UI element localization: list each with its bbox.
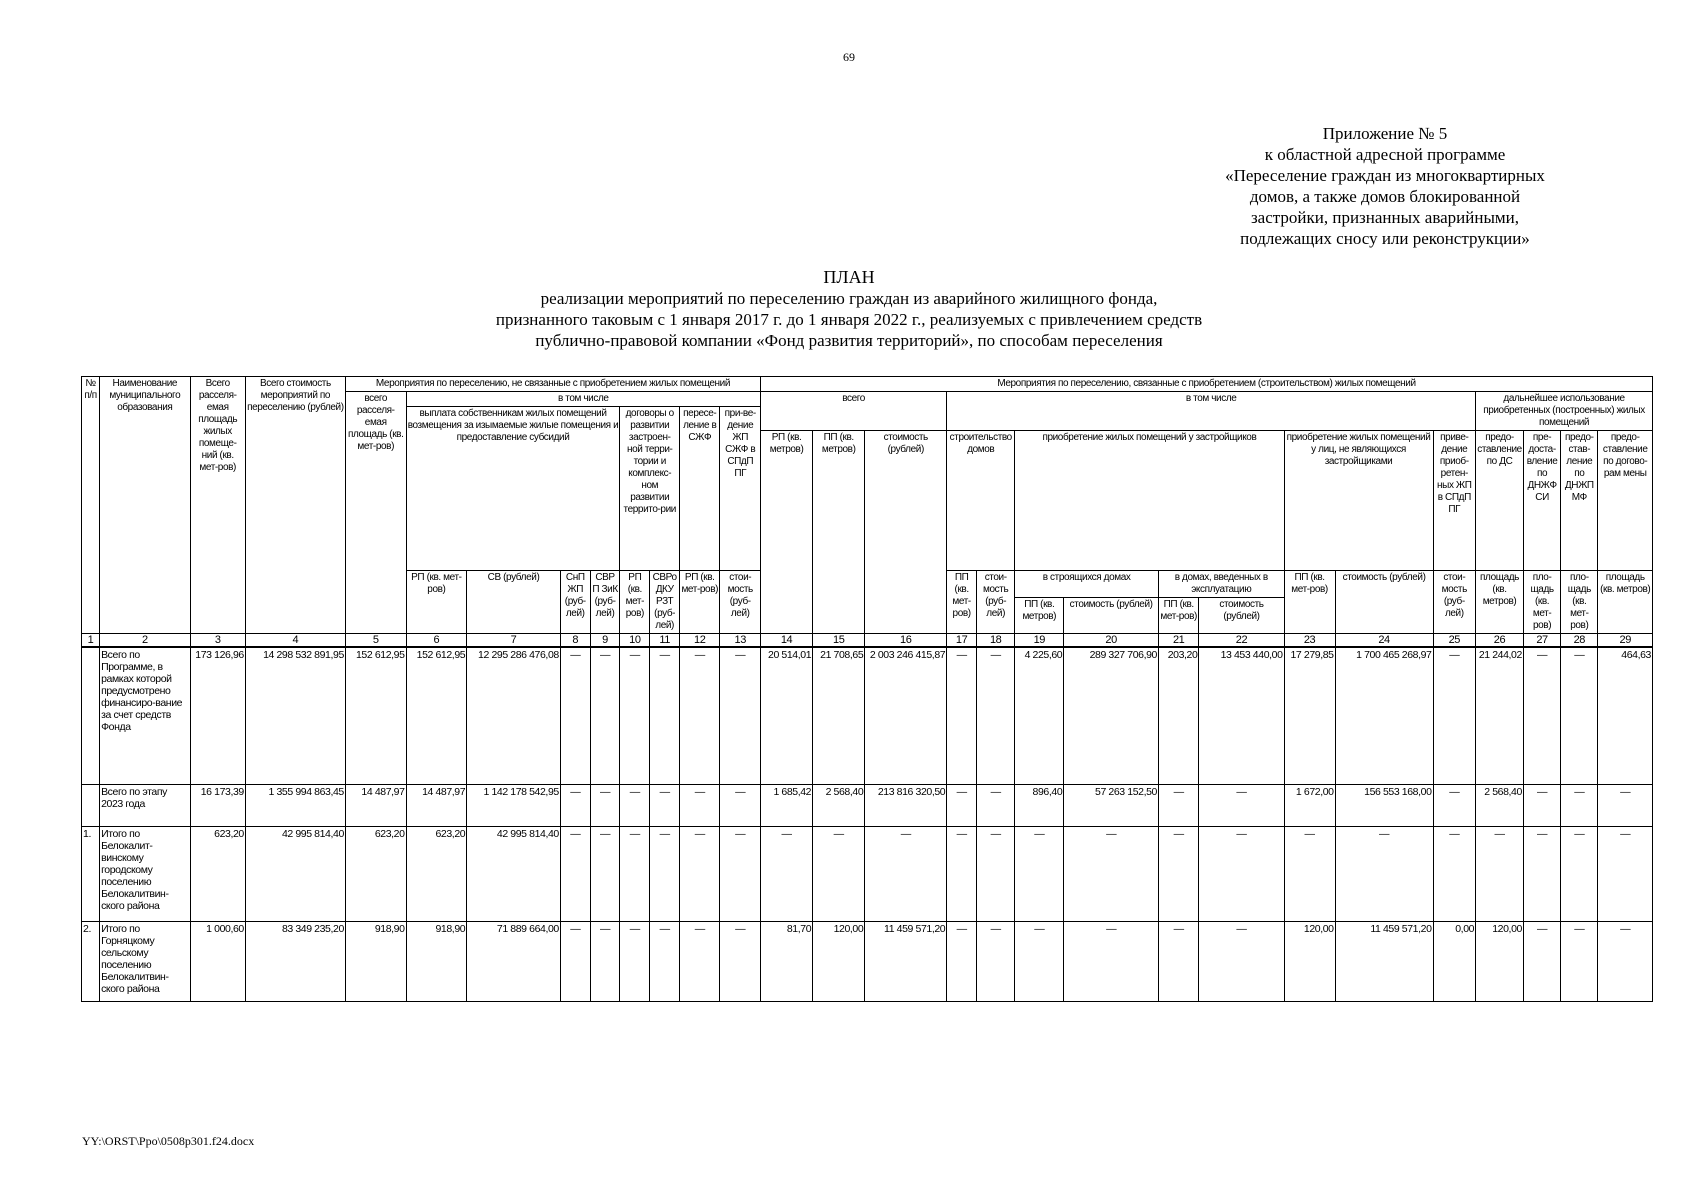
appendix-line: подлежащих сносу или реконструкции» [1240,229,1530,248]
header-resettle-szhf: пересе-ление в СЖФ [680,407,720,571]
table-cell: 289 327 706,90 [1064,647,1159,784]
header-group-not-acquisition: Мероприятия по переселению, не связанные с приобретением жилых помещений [345,377,760,392]
header-rp2: РП (кв. мет-ров) [620,571,650,634]
table-cell: 83 349 235,20 [245,921,345,1001]
header-area-si: пло-щадь (кв. мет-ров) [1523,571,1560,634]
header-pp-metres: ПП (кв. метров) [813,431,865,634]
table-cell: — [590,784,620,826]
table-cell: — [947,647,977,784]
row-number: 2. [82,921,100,1001]
table-cell: — [720,826,761,921]
table-cell: — [680,647,720,784]
header-g2-including: в том числе [947,392,1476,431]
table-cell: 896,40 [1015,784,1064,826]
table-cell: — [590,921,620,1001]
table-cell: 4 225,60 [1015,647,1064,784]
table-cell: — [1158,784,1198,826]
appendix-line: домов, а также домов блокированной [1249,187,1521,206]
table-cell: — [680,784,720,826]
table-cell: 120,00 [1476,921,1524,1001]
table-cell: — [1523,784,1560,826]
table-row [82,647,1653,784]
header-acquire-non-developers: приобретение жилых помещений у лиц, не являющихся застройщиками [1284,431,1433,571]
appendix-line: застройки, признанных аварийными, [1250,208,1520,227]
file-path-footer: YY:\ORST\Ppo\0508p301.f24.docx [82,1134,255,1148]
table-cell: 213 816 320,50 [865,784,947,826]
header-area-ds: площадь (кв. метров) [1476,571,1524,634]
column-number: 2 [100,634,190,648]
table-cell: 2 568,40 [813,784,865,826]
resettlement-plan-table [81,376,1653,1002]
column-number: 18 [977,634,1015,648]
header-contracts: договоры о развитии застроен-ной терри-тории и комплекс-ном развитии террито-рии [620,407,680,571]
table-cell: — [977,921,1015,1001]
table-cell: — [1523,921,1560,1001]
plan-subtitle-line: публично-правовой компании «Фонд развития территорий», по способам переселения [535,331,1163,350]
column-number: 27 [1523,634,1560,648]
table-cell: 2 568,40 [1476,784,1524,826]
table-cell: — [761,826,813,921]
table-cell: — [1523,826,1560,921]
table-cell: — [680,826,720,921]
table-cell: 1 355 994 863,45 [245,784,345,826]
table-cell: — [813,826,865,921]
table-row [82,784,1653,826]
table-cell: — [560,647,590,784]
header-g1-total: всего расселя-емая площадь (кв. мет-ров) [345,392,406,634]
table-cell: — [947,826,977,921]
header-cost-operation: стоимость (рублей) [1199,598,1284,634]
header-further-use: дальнейшее использование приобретенных (построенных) жилых помещений [1476,392,1653,431]
table-cell: 0,00 [1433,921,1476,1001]
table-cell: — [947,921,977,1001]
table-cell: 21 708,65 [813,647,865,784]
table-cell: — [620,784,650,826]
table-cell: — [1199,921,1284,1001]
column-number: 7 [467,634,561,648]
header-build-houses: строительство домов [947,431,1015,571]
table-cell: 203,20 [1158,647,1198,784]
table-cell: — [977,784,1015,826]
column-number: 19 [1015,634,1064,648]
table-cell: — [1284,826,1335,921]
appendix-line: «Переселение граждан из многоквартирных [1225,166,1545,185]
table-cell: — [1199,784,1284,826]
page-number: 69 [843,50,855,64]
table-cell: — [977,826,1015,921]
table-cell: 1 672,00 [1284,784,1335,826]
header-bring-acquired: приве-дение приоб-ретен-ных ЖП в СПдП ПГ [1433,431,1476,571]
plan-title: ПЛАН [823,267,875,287]
plan-subtitle-line: реализации мероприятий по переселению граждан из аварийного жилищного фонда, [540,289,1158,308]
table-cell: 71 889 664,00 [467,921,561,1001]
header-rp: РП (кв. мет-ров) [406,571,467,634]
table-cell: 152 612,95 [406,647,467,784]
table-cell: — [1561,921,1598,1001]
table-cell: 623,20 [406,826,467,921]
column-number: 23 [1284,634,1335,648]
plan-subtitle-line: признанного таковым с 1 января 2017 г. до 1 января 2022 г., реализуемых с привлечением средств [495,310,1203,329]
column-number: 17 [947,634,977,648]
row-number [82,784,100,826]
table-cell: 1 685,42 [761,784,813,826]
header-municipality: Наименование муниципального образования [100,377,190,634]
header-cost-rub: стоимость (рублей) [865,431,947,634]
table-cell: 120,00 [1284,921,1335,1001]
column-number: 6 [406,634,467,648]
column-number: 9 [590,634,620,648]
table-cell: 14 487,97 [345,784,406,826]
table-cell: 1 142 178 542,95 [467,784,561,826]
column-number: 15 [813,634,865,648]
header-total-cost: Всего стоимость мероприятий по переселению (рублей) [245,377,345,634]
header-cost-short2: стои-мость (руб-лей) [977,571,1015,634]
table-cell: — [720,784,761,826]
table-cell: — [560,826,590,921]
column-number: 24 [1335,634,1433,648]
header-pp-building: ПП (кв. метров) [1015,598,1064,634]
column-number: 8 [560,634,590,648]
table-cell: — [1433,784,1476,826]
table-cell: — [865,826,947,921]
column-number: 20 [1064,634,1159,648]
table-cell: — [1598,784,1653,826]
table-cell: — [620,826,650,921]
table-cell: — [1598,921,1653,1001]
table-cell: — [560,784,590,826]
plan-heading [0,267,1698,351]
column-number: 3 [190,634,245,648]
column-number: 11 [650,634,680,648]
table-cell: — [650,921,680,1001]
table-cell: — [947,784,977,826]
column-number: 10 [620,634,650,648]
header-in-operation: в домах, введенных в эксплуатацию [1158,571,1284,598]
table-cell: — [590,826,620,921]
table-cell: — [1158,826,1198,921]
row-number [82,647,100,784]
table-cell: — [650,647,680,784]
header-cost-nd: стоимость (рублей) [1335,571,1433,634]
table-cell: 13 453 440,00 [1199,647,1284,784]
column-number: 16 [865,634,947,648]
column-number: 28 [1561,634,1598,648]
table-cell: — [590,647,620,784]
table-cell: 2 003 246 415,87 [865,647,947,784]
table-cell: 16 173,39 [190,784,245,826]
row-label: Итого по Белокалит-винскому городскому поселению Белокалитвин-ского района [100,826,190,921]
table-cell: — [620,921,650,1001]
column-number: 12 [680,634,720,648]
appendix-line: к областной адресной программе [1264,145,1506,164]
table-cell: 57 263 152,50 [1064,784,1159,826]
table-cell: — [1015,921,1064,1001]
column-number: 21 [1158,634,1198,648]
column-number: 22 [1199,634,1284,648]
header-cost-bring: стои-мость (руб-лей) [1433,571,1476,634]
appendix-line: Приложение № 5 [1322,124,1448,143]
table-cell: — [620,647,650,784]
table-cell: 42 995 814,40 [245,826,345,921]
header-total-area: Всего расселя-емая площадь жилых помеще-ний (кв. мет-ров) [190,377,245,634]
header-area-exchange: площадь (кв. метров) [1598,571,1653,634]
table-cell: — [1561,826,1598,921]
header-rp-metres: РП (кв. метров) [761,431,813,634]
header-payout: выплата собственникам жилых помещений возмещения за изымаемые жилые помещения и предоставление субсидий [406,407,620,571]
table-cell: 464,63 [1598,647,1653,784]
header-snp: СнП ЖП (руб-лей) [560,571,590,634]
header-provide-dnzhp-mf: предо-став-ление по ДНЖП МФ [1561,431,1598,571]
header-rp3: РП (кв. мет-ров) [680,571,720,634]
table-cell: 918,90 [345,921,406,1001]
table-cell: — [1158,921,1198,1001]
header-acquire-developers: приобретение жилых помещений у застройщиков [1015,431,1284,571]
row-label: Всего по этапу 2023 года [100,784,190,826]
header-svrp: СВР П ЗиК (руб-лей) [590,571,620,634]
table-cell: 11 459 571,20 [1335,921,1433,1001]
row-label: Всего по Программе, в рамках которой предусмотрено финансиро-вание за счет средств Фонда [100,647,190,784]
table-cell: — [1476,826,1524,921]
header-area-mf: пло-щадь (кв. мет-ров) [1561,571,1598,634]
column-number: 1 [82,634,100,648]
header-provide-exchange: предо-ставление по догово-рам мены [1598,431,1653,571]
table-cell: — [1523,647,1560,784]
table-cell: 918,90 [406,921,467,1001]
table-cell: 623,20 [190,826,245,921]
table-cell: — [1598,826,1653,921]
column-number: 25 [1433,634,1476,648]
header-g1-including: в том числе [406,392,760,407]
table-cell: — [1199,826,1284,921]
table-cell: 81,70 [761,921,813,1001]
table-cell: 21 244,02 [1476,647,1524,784]
column-number-row [82,634,1653,648]
table-cell: 1 700 465 268,97 [1335,647,1433,784]
table-cell: 1 000,60 [190,921,245,1001]
header-g2-total: всего [761,392,947,431]
table-cell: — [560,921,590,1001]
table-cell: 152 612,95 [345,647,406,784]
header-cost-short: стои-мость (руб-лей) [720,571,761,634]
table-cell: 173 126,96 [190,647,245,784]
header-cost-building: стоимость (рублей) [1064,598,1159,634]
table-cell: — [1561,647,1598,784]
header-pp-operation: ПП (кв. мет-ров) [1158,598,1198,634]
table-cell: — [1433,826,1476,921]
table-row [82,826,1653,921]
table-cell: — [1433,647,1476,784]
column-number: 4 [245,634,345,648]
table-cell: 12 295 286 476,08 [467,647,561,784]
table-cell: — [650,784,680,826]
appendix-header [1150,123,1620,249]
row-number: 1. [82,826,100,921]
header-provide-dnzhf-si: пре-доста-вление по ДНЖФ СИ [1523,431,1560,571]
column-number: 26 [1476,634,1524,648]
table-cell: — [1335,826,1433,921]
table-cell: 20 514,01 [761,647,813,784]
table-cell: 156 553 168,00 [1335,784,1433,826]
table-cell: 14 298 532 891,95 [245,647,345,784]
table-cell: — [650,826,680,921]
header-pp-nd: ПП (кв. мет-ров) [1284,571,1335,634]
header-svr: СВРо ДКУ РЗТ (руб-лей) [650,571,680,634]
table-cell: — [1064,921,1159,1001]
header-bring-szhf: при-ве-дение ЖП СЖФ в СПдП ПГ [720,407,761,571]
table-cell: 42 995 814,40 [467,826,561,921]
column-number: 5 [345,634,406,648]
column-number: 14 [761,634,813,648]
table-cell: 14 487,97 [406,784,467,826]
header-provide-ds: предо-ставление по ДС [1476,431,1524,571]
table-row [82,921,1653,1001]
table-cell: 120,00 [813,921,865,1001]
column-number: 29 [1598,634,1653,648]
header-in-building: в строящихся домах [1015,571,1159,598]
table-cell: 623,20 [345,826,406,921]
table-cell: — [1561,784,1598,826]
table-cell: — [1015,826,1064,921]
table-cell: 17 279,85 [1284,647,1335,784]
table-cell: — [720,647,761,784]
table-cell: — [680,921,720,1001]
column-number: 13 [720,634,761,648]
header-sv: СВ (рублей) [467,571,561,634]
table-cell: — [977,647,1015,784]
table-cell: — [720,921,761,1001]
table-cell: — [1064,826,1159,921]
header-group-acquisition: Мероприятия по переселению, связанные с приобретением (строительством) жилых помещений [761,377,1653,392]
row-label: Итого по Горняцкому сельскому поселению Белокалитвин-ского района [100,921,190,1001]
table-cell: 11 459 571,20 [865,921,947,1001]
header-pp: ПП (кв. мет-ров) [947,571,977,634]
header-number: № п/п [82,377,100,634]
